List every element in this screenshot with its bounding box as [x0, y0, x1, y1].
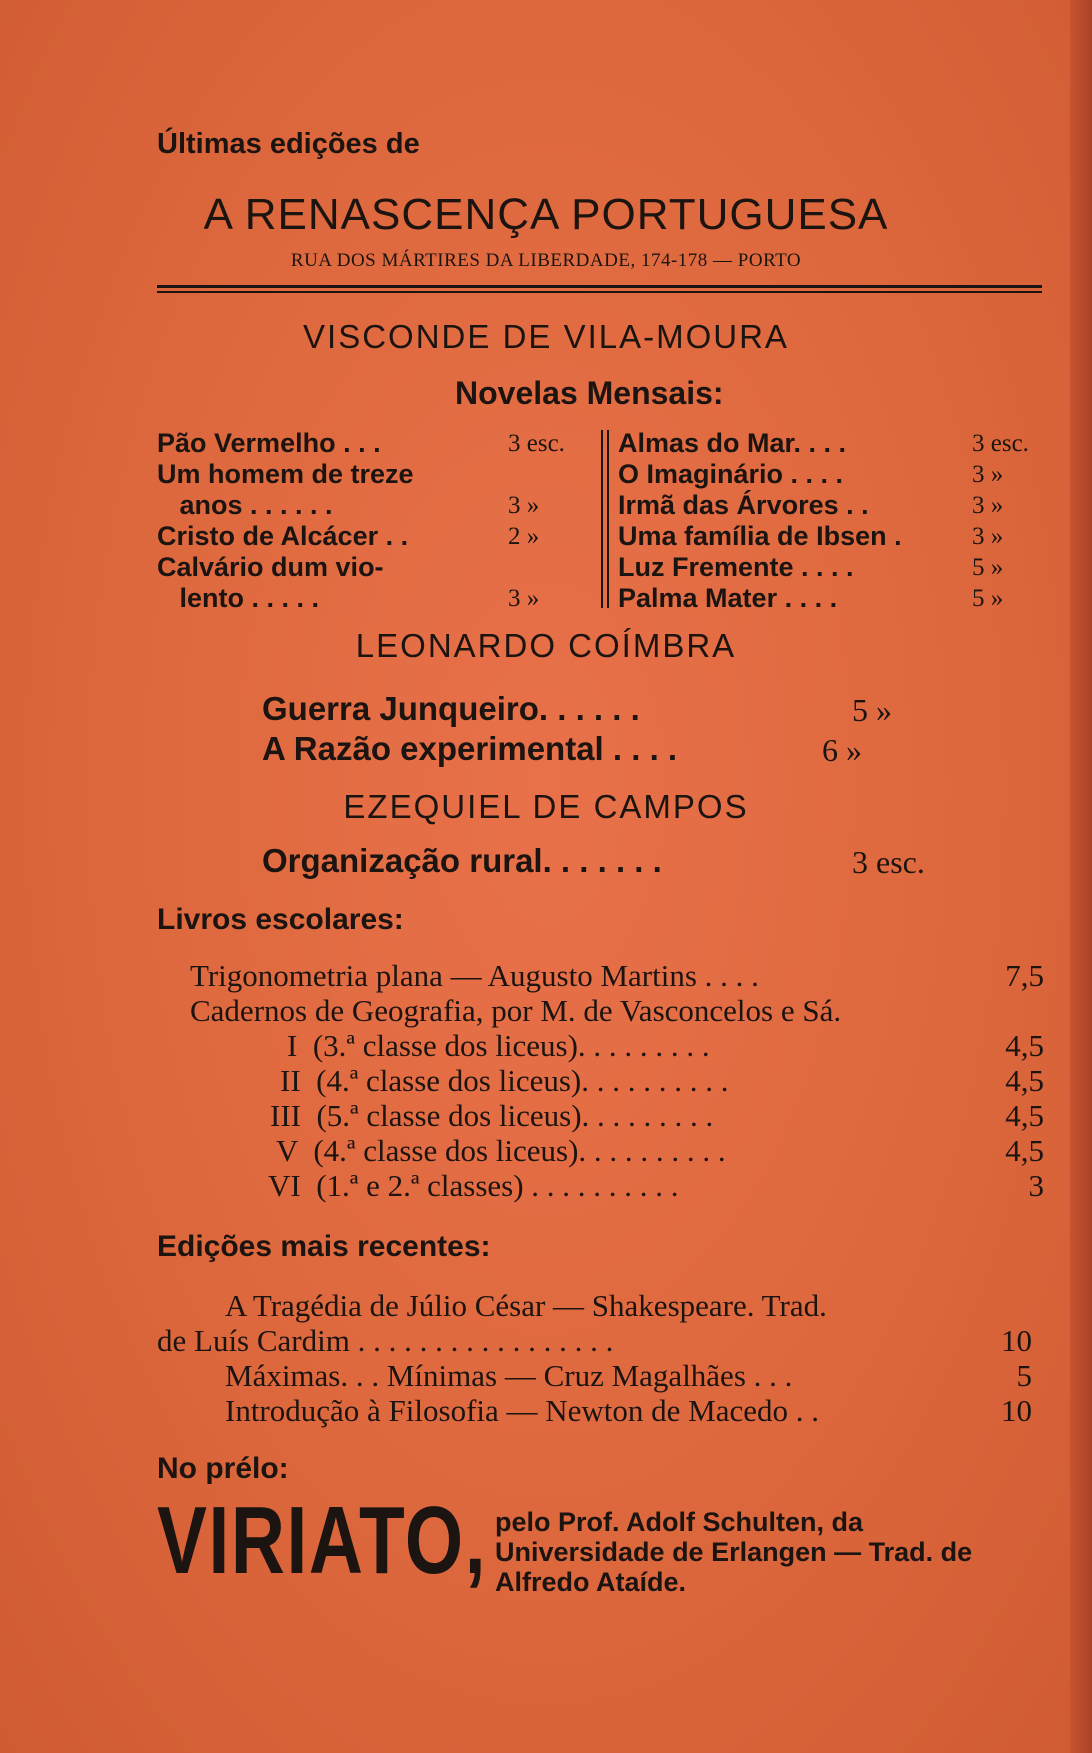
- campos-price: 3 esc.: [852, 844, 925, 880]
- novela-left-title: Calvário dum vio-: [157, 552, 384, 582]
- novela-right-title: Almas do Mar. . . .: [618, 428, 847, 458]
- novela-right-price: 3 »: [972, 523, 1004, 550]
- coimbra-title: Guerra Junqueiro. . . . . .: [262, 690, 640, 727]
- prelo-heading: No prélo:: [157, 1452, 289, 1485]
- novela-left-price: 3 esc.: [508, 430, 565, 457]
- escolar-price: 3: [1028, 1168, 1044, 1203]
- novelas-subtitle: Novelas Mensais:: [455, 375, 724, 411]
- recente-title: Máximas. . . Mínimas — Cruz Magalhães . . .: [225, 1358, 793, 1393]
- novela-right-price: 5 »: [972, 585, 1004, 612]
- escolar-title: VI (1.ª e 2.ª classes) . . . . . . . . . .: [268, 1168, 679, 1203]
- recente-title: A Tragédia de Júlio César — Shakespeare. Trad.: [225, 1288, 827, 1323]
- escolares-heading: Livros escolares:: [157, 903, 404, 936]
- author-campos: EZEQUIEL DE CAMPOS: [343, 788, 749, 825]
- recente-price: 5: [1016, 1358, 1032, 1393]
- author-vila-moura: VISCONDE DE VILA-MOURA: [303, 318, 789, 355]
- novela-left-price: 3 »: [508, 585, 540, 612]
- coimbra-price: 5 »: [852, 692, 892, 728]
- campos-title: Organização rural. . . . . . .: [262, 842, 662, 879]
- header-rule-top: [157, 285, 1042, 288]
- coimbra-title: A Razão experimental . . . .: [262, 730, 678, 767]
- escolar-price: 4,5: [1005, 1098, 1044, 1133]
- novela-right-price: 3 »: [972, 492, 1004, 519]
- recentes-heading: Edições mais recentes:: [157, 1230, 491, 1263]
- novela-left-title: Cristo de Alcácer . .: [157, 521, 409, 551]
- escolar-title: Trigonometria plana — Augusto Martins . . . .: [190, 958, 759, 993]
- novela-right-price: 5 »: [972, 554, 1004, 581]
- escolar-title: II (4.ª classe dos liceus). . . . . . . . . .: [280, 1063, 729, 1098]
- viriato-title: VIRIATO,: [157, 1487, 488, 1594]
- publisher-name: A RENASCENÇA PORTUGUESA: [203, 190, 889, 239]
- novela-left-title: Pão Vermelho . . .: [157, 428, 381, 458]
- column-divider: [601, 430, 603, 608]
- novela-left-title: lento . . . . .: [157, 583, 320, 613]
- novela-left-title: anos . . . . . .: [157, 490, 333, 520]
- novela-right-price: 3 »: [972, 461, 1004, 488]
- recente-price: 10: [1001, 1323, 1032, 1358]
- novela-left-price: 3 »: [508, 492, 540, 519]
- novela-left-price: 2 »: [508, 523, 540, 550]
- publisher-address: RUA DOS MÁRTIRES DA LIBERDADE, 174-178 — PORTO: [290, 250, 802, 271]
- novela-left-title: Um homem de treze: [157, 459, 414, 489]
- novela-right-title: O Imaginário . . . .: [618, 459, 844, 489]
- novela-right-title: Palma Mater . . . .: [618, 583, 838, 613]
- escolar-title: Cadernos de Geografia, por M. de Vasconcelos e Sá.: [190, 993, 842, 1028]
- recente-title: Introdução à Filosofia — Newton de Macedo . .: [225, 1393, 820, 1428]
- escolar-price: 7,5: [1005, 958, 1044, 993]
- novela-right-price: 3 esc.: [972, 430, 1029, 457]
- novela-right-title: Luz Fremente . . . .: [618, 552, 854, 582]
- recente-price: 10: [1001, 1393, 1032, 1428]
- escolar-price: 4,5: [1005, 1133, 1044, 1168]
- column-divider: [607, 430, 609, 608]
- header-rule-bottom: [157, 291, 1042, 293]
- author-coimbra: LEONARDO COÍMBRA: [355, 627, 737, 664]
- intro-text: Últimas edições de: [157, 128, 420, 160]
- escolar-title: III (5.ª classe dos liceus). . . . . . . . .: [270, 1098, 714, 1133]
- escolar-title: I (3.ª classe dos liceus). . . . . . . . .: [287, 1028, 710, 1063]
- escolar-price: 4,5: [1005, 1063, 1044, 1098]
- viriato-description: pelo Prof. Adolf Schulten, da Universidade de Erlangen — Trad. de Alfredo Ataíde.: [495, 1507, 973, 1597]
- escolar-title: V (4.ª classe dos liceus). . . . . . . . . .: [276, 1133, 726, 1168]
- escolar-price: 4,5: [1005, 1028, 1044, 1063]
- novela-right-title: Irmã das Árvores . .: [618, 490, 869, 520]
- novela-right-title: Uma família de Ibsen .: [618, 521, 902, 551]
- coimbra-price: 6 »: [822, 732, 862, 768]
- recente-title: de Luís Cardim . . . . . . . . . . . . . . . . .: [157, 1323, 614, 1358]
